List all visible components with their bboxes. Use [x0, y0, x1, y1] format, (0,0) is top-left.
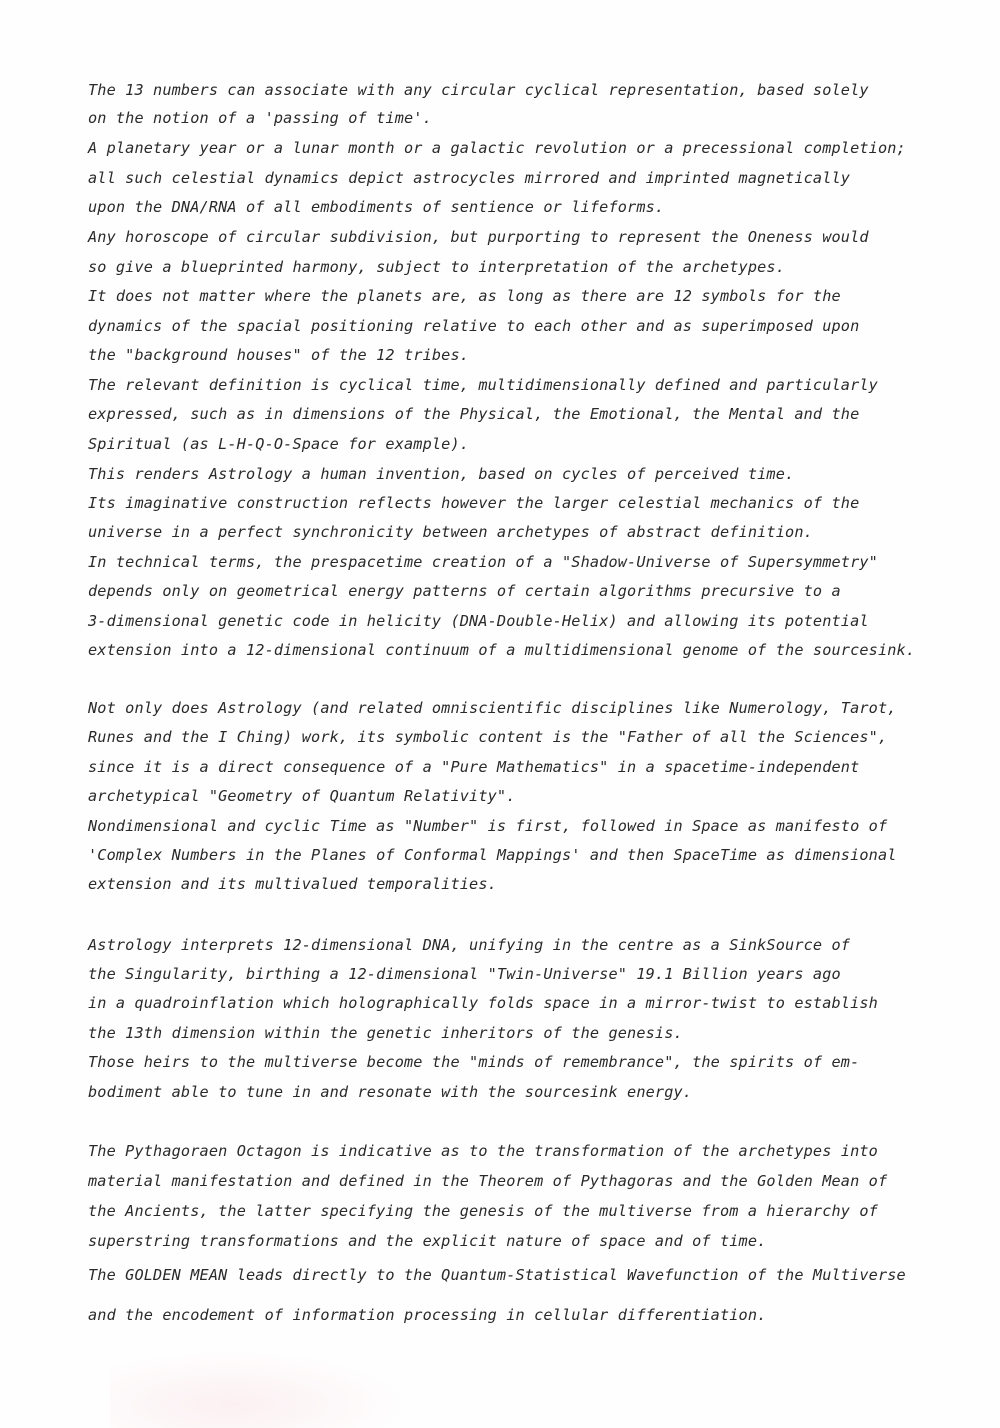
- text-line: the Singularity, birthing a 12-dimensional "Twin-Universe" 19.1 Billion years ago: [88, 965, 841, 983]
- text-line: dynamics of the spacial positioning relative to each other and as superimposed upon: [88, 317, 860, 335]
- text-line: the 13th dimension within the genetic inheritors of the genesis.: [88, 1024, 683, 1042]
- text-line: Runes and the I Ching) work, its symbolic content is the "Father of all the Sciences",: [88, 728, 888, 746]
- text-line: Its imaginative construction reflects however the larger celestial mechanics of the: [88, 494, 860, 512]
- text-line: the Ancients, the latter specifying the genesis of the multiverse from a hierarchy of: [88, 1202, 878, 1220]
- text-line: Spiritual (as L-H-Q-O-Space for example).: [88, 435, 470, 453]
- text-line: It does not matter where the planets are, as long as there are 12 symbols for the: [88, 287, 841, 305]
- text-line: material manifestation and defined in the Theorem of Pythagoras and the Golden Mean of: [88, 1172, 888, 1190]
- text-line: archetypical "Geometry of Quantum Relativity".: [88, 787, 516, 805]
- text-line: The relevant definition is cyclical time, multidimensionally defined and particularly: [88, 376, 878, 394]
- text-line: on the notion of a 'passing of time'.: [88, 109, 432, 127]
- text-line: In technical terms, the prespacetime creation of a "Shadow-Universe of Supersymmetry": [88, 553, 878, 571]
- text-line: This renders Astrology a human invention, based on cycles of perceived time.: [88, 465, 795, 483]
- text-line: Nondimensional and cyclic Time as "Number" is first, followed in Space as manifesto of: [88, 817, 888, 835]
- text-line: all such celestial dynamics depict astrocycles mirrored and imprinted magnetically: [88, 169, 851, 187]
- text-line: Those heirs to the multiverse become the "minds of remembrance", the spirits of em-: [88, 1053, 860, 1071]
- text-line: superstring transformations and the explicit nature of space and of time.: [88, 1232, 767, 1250]
- text-line: since it is a direct consequence of a "Pure Mathematics" in a spacetime-independent: [88, 758, 860, 776]
- text-line: The Pythagoraen Octagon is indicative as to the transformation of the archetypes into: [88, 1142, 878, 1160]
- text-line: extension and its multivalued temporalities.: [88, 875, 497, 893]
- text-line: 3-dimensional genetic code in helicity (DNA-Double-Helix) and allowing its potential: [88, 612, 869, 630]
- text-line: in a quadroinflation which holographically folds space in a mirror-twist to establish: [88, 994, 878, 1012]
- text-line: A planetary year or a lunar month or a galactic revolution or a precessional completion;: [88, 139, 906, 157]
- text-line: 'Complex Numbers in the Planes of Conformal Mappings' and then SpaceTime as dimensional: [88, 846, 897, 864]
- text-line: Astrology interprets 12-dimensional DNA, unifying in the centre as a SinkSource of: [88, 936, 851, 954]
- text-line: and the encodement of information processing in cellular differentiation.: [88, 1306, 767, 1324]
- paper-smudge: [110, 1350, 410, 1428]
- text-line: the "background houses" of the 12 tribes.: [88, 346, 470, 364]
- text-line: expressed, such as in dimensions of the Physical, the Emotional, the Mental and the: [88, 405, 860, 423]
- text-line: upon the DNA/RNA of all embodiments of sentience or lifeforms.: [88, 198, 665, 216]
- text-line: bodiment able to tune in and resonate with the sourcesink energy.: [88, 1083, 693, 1101]
- text-line: Any horoscope of circular subdivision, but purporting to represent the Oneness would: [88, 228, 869, 246]
- text-line: so give a blueprinted harmony, subject to interpretation of the archetypes.: [88, 258, 786, 276]
- text-line: extension into a 12-dimensional continuum of a multidimensional genome of the sourcesink.: [88, 641, 916, 659]
- text-line: depends only on geometrical energy patterns of certain algorithms precursive to a: [88, 582, 841, 600]
- text-line: The 13 numbers can associate with any circular cyclical representation, based solely: [88, 81, 869, 99]
- text-line: The GOLDEN MEAN leads directly to the Quantum-Statistical Wavefunction of the Multiverse: [88, 1266, 906, 1284]
- text-line: Not only does Astrology (and related omniscientific disciplines like Numerology, Tarot,: [88, 699, 897, 717]
- text-line: universe in a perfect synchronicity between archetypes of abstract definition.: [88, 523, 813, 541]
